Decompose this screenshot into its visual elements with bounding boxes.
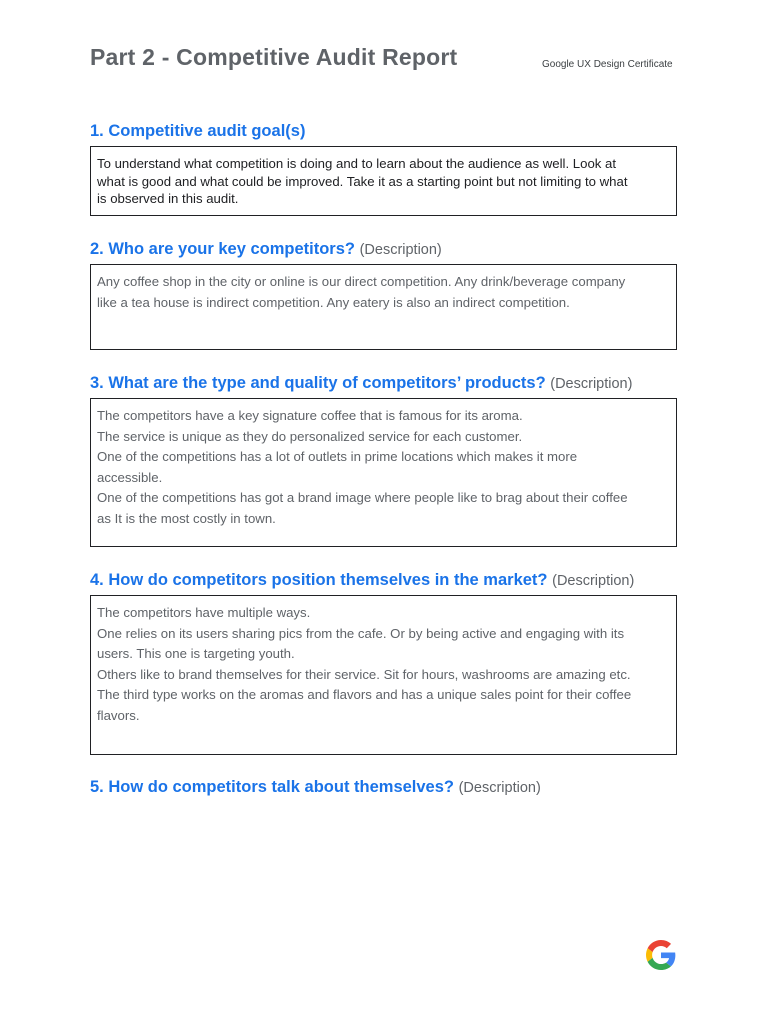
google-g-logo-icon [646,940,676,970]
section-description: (Description) [359,242,442,258]
answer-line: One of the competitions has a lot of outlets in prime locations which makes it more [97,449,578,464]
section-description: (Description) [552,573,635,589]
answer-line: The competitors have a key signature coffee that is famous for its aroma. [97,408,523,423]
answer-line: One of the competitions has got a brand image where people like to brag about their coffee [97,490,628,505]
answer-box-products[interactable] [90,398,677,547]
section-title: 5. How do competitors talk about themselves? [90,778,454,796]
answer-line: Others like to brand themselves for their service. Sit for hours, washrooms are amazing etc. [97,666,631,682]
answer-line: flavors. [97,707,140,723]
section-description: (Description) [550,376,633,392]
answer-line: The competitors have multiple ways. [97,605,311,620]
section-heading-messaging [90,778,541,797]
answer-box-goals[interactable] [90,146,677,216]
answer-box-competitors[interactable] [90,264,677,350]
answer-line: The third type works on the aromas and flavors and has a unique sales point for their coffee [97,687,632,702]
answer-line: users. This one is targeting youth. [97,646,295,661]
section-title: 1. Competitive audit goal(s) [90,122,306,140]
answer-box-positioning[interactable] [90,595,677,755]
section-title: 3. What are the type and quality of competitors’ products? [90,374,546,392]
answer-line: like a tea house is indirect competition. Any eatery is also an indirect competition. [97,294,570,310]
section-heading-competitors [90,240,442,259]
section-heading-goals [90,122,305,141]
certificate-label: Google UX Design Certificate [542,59,673,70]
section-heading-products [90,374,632,393]
answer-line: To understand what competition is doing and to learn about the audience as well. Look at [97,156,617,171]
answer-line: as It is the most costly in town. [97,510,276,526]
section-title: 4. How do competitors position themselves in the market? [90,571,548,589]
answer-line: Any coffee shop in the city or online is our direct competition. Any drink/beverage company [97,274,626,289]
page-title: Part 2 - Competitive Audit Report [90,44,458,70]
answer-line: what is good and what could be improved. Take it as a starting point but not limiting to what [97,173,628,189]
section-description: (Description) [458,780,541,796]
section-heading-positioning [90,571,634,590]
answer-line: One relies on its users sharing pics from the cafe. Or by being active and engaging with its [97,625,625,641]
answer-line: The service is unique as they do personalized service for each customer. [97,428,523,444]
answer-line: is observed in this audit. [97,191,239,206]
section-title: 2. Who are your key competitors? [90,240,355,258]
answer-line: accessible. [97,469,163,485]
